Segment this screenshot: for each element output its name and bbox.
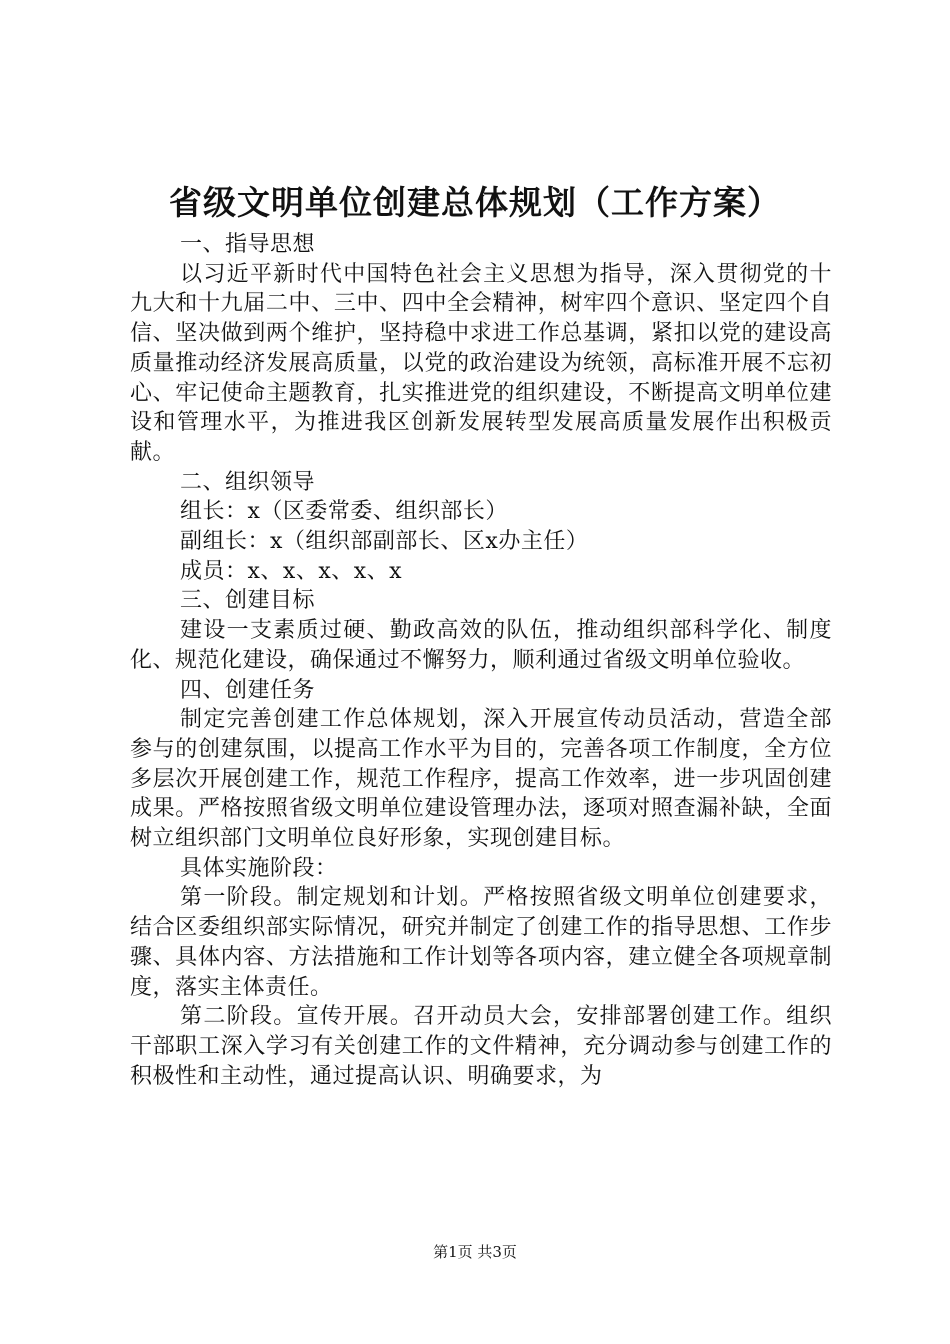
document-title: 省级文明单位创建总体规划（工作方案） [169, 183, 781, 222]
paragraph-guiding-ideology: 以习近平新时代中国特色社会主义思想为指导，深入贯彻党的十九大和十九届二中、三中、四中全会精神，树牢四个意识、坚定四个自信、坚决做到两个维护，坚持稳中求进工作总基调，紧扣以党的建设高质量推动经济发展高质量，以党的政治建设为统领，高标准开展不忘初心、牢记使命主题教育，扎实推进党的组织建设，不断提高文明单位建设和管理水平，为推进我区创新发展转型发展高质量发展作出积极贡献。 [130, 261, 832, 465]
implementation-stages-heading: 具体实施阶段： [180, 855, 338, 881]
deputy-leader-line: 副组长：x（组织部副部长、区x办主任） [180, 529, 589, 555]
leader-line: 组长：x（区委常委、组织部长） [180, 499, 508, 525]
paragraph-goals: 建设一支素质过硬、勤政高效的队伍，推动组织部科学化、制度化、规范化建设，确保通过不懈努力，顺利通过省级文明单位验收。 [130, 618, 832, 673]
section-heading-goals: 三、创建目标 [180, 588, 316, 614]
paragraph-stage-one: 第一阶段。制定规划和计划。严格按照省级文明单位创建要求，结合区委组织部实际情况，研究并制定了创建工作的指导思想、工作步骤、具体内容、方法措施和工作计划等各项内容，建立健全各项规章制度，落实主体责任。 [130, 885, 832, 1000]
section-heading-tasks: 四、创建任务 [180, 677, 316, 703]
section-heading-leadership: 二、组织领导 [180, 469, 316, 495]
page-number-footer: 第1页 共3页 [433, 1243, 517, 1261]
section-heading-guiding-ideology: 一、指导思想 [180, 232, 316, 257]
paragraph-stage-two: 第二阶段。宣传开展。召开动员大会，安排部署创建工作。组织干部职工深入学习有关创建工作的文件精神，充分调动参与创建工作的积极性和主动性，通过提高认识、明确要求，为 [130, 1004, 832, 1089]
paragraph-tasks: 制定完善创建工作总体规划，深入开展宣传动员活动，营造全部参与的创建氛围，以提高工作水平为目的，完善各项工作制度，全方位多层次开展创建工作，规范工作程序，提高工作效率，进一步巩固创建成果。严格按照省级文明单位建设管理办法，逐项对照查漏补缺，全面树立组织部门文明单位良好形象，实现创建目标。 [130, 707, 832, 852]
document-body [130, 230, 832, 1091]
members-line: 成员：x、x、x、x、x [180, 558, 403, 584]
